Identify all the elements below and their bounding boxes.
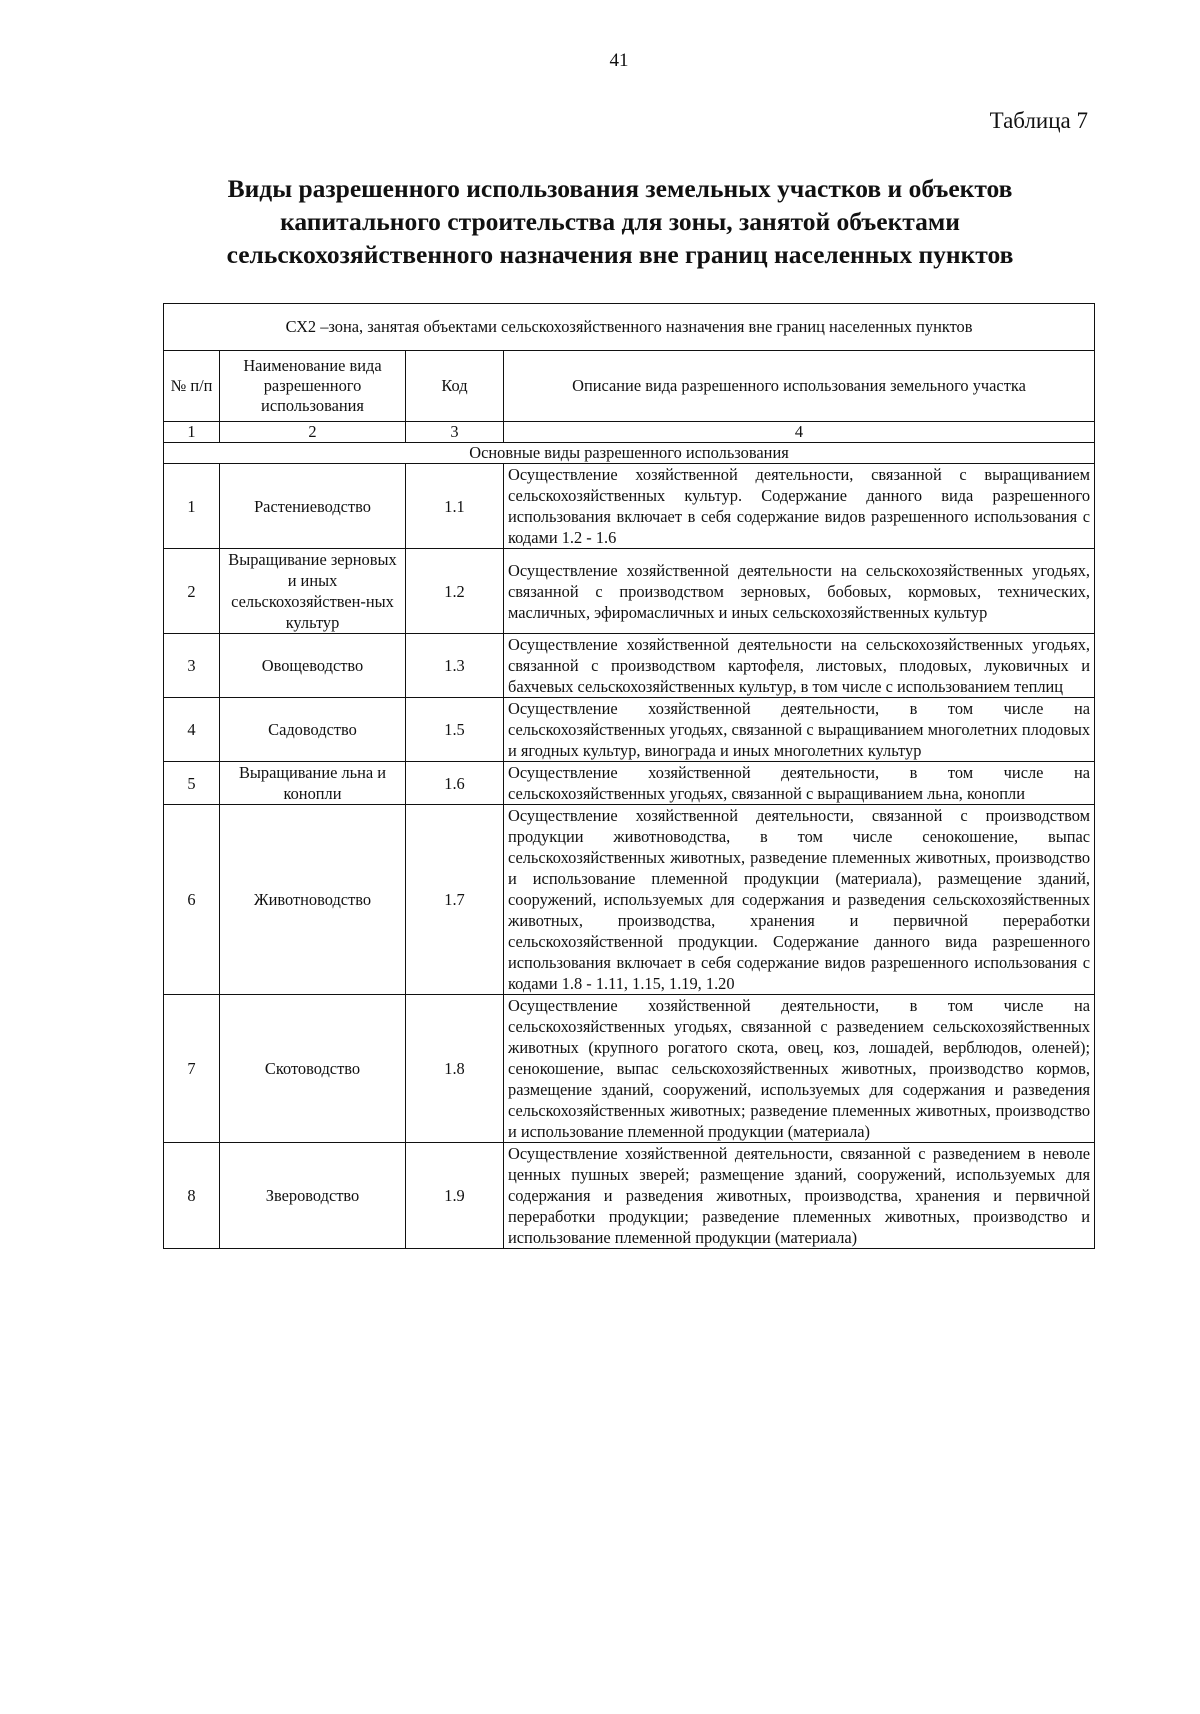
column-number: 2 bbox=[220, 422, 406, 443]
table-row bbox=[164, 1143, 1095, 1249]
row-desc: Осуществление хозяйственной деятельности, в том числе на сельскохозяйственных угодьях, связанной с разведением сельскохозяйственных животных (крупного рогатого скота, овец, коз, лошадей, верблюдов, оленей); сенокошение, выпас сельскохозяйственных животных, производство кормов, размещение зданий, сооружений, используемых для содержания и разведения сельскохозяйственных животных; разведение племенных животных, производство и использование племенной продукции (материала) bbox=[504, 995, 1095, 1143]
row-num: 8 bbox=[164, 1143, 220, 1249]
section-title: Основные виды разрешенного использования bbox=[164, 443, 1095, 464]
row-name: Скотоводство bbox=[220, 995, 406, 1143]
zone-header: СХ2 –зона, занятая объектами сельскохозяйственного назначения вне границ населенных пунктов bbox=[164, 304, 1095, 351]
column-number: 3 bbox=[406, 422, 504, 443]
row-code: 1.3 bbox=[406, 634, 504, 698]
row-num: 6 bbox=[164, 805, 220, 995]
table-row bbox=[164, 464, 1095, 549]
row-num: 3 bbox=[164, 634, 220, 698]
row-desc: Осуществление хозяйственной деятельности, связанной с выращиванием сельскохозяйственных культур. Содержание данного вида разрешенного использования включает в себя содержание видов разрешенного использования с кодами 1.2 - 1.6 bbox=[504, 464, 1095, 549]
table-row bbox=[164, 805, 1095, 995]
row-code: 1.2 bbox=[406, 549, 504, 634]
row-name: Выращивание льна и конопли bbox=[220, 762, 406, 805]
row-desc: Осуществление хозяйственной деятельности, связанной с разведением в неволе ценных пушных зверей; размещение зданий, сооружений, используемых для содержания и разведения животных, производства, хранения и первичной переработки продукции; разведение племенных животных, производство и использование племенной продукции (материала) bbox=[504, 1143, 1095, 1249]
row-name: Растениеводство bbox=[220, 464, 406, 549]
title-line: сельскохозяйственного назначения вне границ населенных пунктов bbox=[226, 240, 1014, 269]
table-row bbox=[164, 634, 1095, 698]
title-line: Виды разрешенного использования земельных участков и объектов bbox=[227, 174, 1013, 203]
row-code: 1.6 bbox=[406, 762, 504, 805]
column-number-row bbox=[164, 422, 1095, 443]
row-name: Животноводство bbox=[220, 805, 406, 995]
row-name: Звероводство bbox=[220, 1143, 406, 1249]
row-num: 1 bbox=[164, 464, 220, 549]
header-name: Наименование вида разрешенного использования bbox=[220, 351, 406, 422]
row-num: 7 bbox=[164, 995, 220, 1143]
row-code: 1.8 bbox=[406, 995, 504, 1143]
table-row bbox=[164, 995, 1095, 1143]
row-code: 1.1 bbox=[406, 464, 504, 549]
land-use-table bbox=[163, 303, 1095, 1249]
table-label: Таблица 7 bbox=[989, 108, 1088, 133]
header-desc: Описание вида разрешенного использования земельного участка bbox=[504, 351, 1095, 422]
column-number: 4 bbox=[504, 422, 1095, 443]
title-line: капитального строительства для зоны, занятой объектами bbox=[280, 207, 960, 236]
row-desc: Осуществление хозяйственной деятельности, в том числе на сельскохозяйственных угодьях, связанной с выращиванием льна, конопли bbox=[504, 762, 1095, 805]
page-number: 41 bbox=[609, 50, 629, 71]
zone-header-row bbox=[164, 304, 1095, 351]
row-desc: Осуществление хозяйственной деятельности на сельскохозяйственных угодьях, связанной с производством зерновых, бобовых, кормовых, технических, масличных, эфиромасличных и иных сельскохозяйственных культур bbox=[504, 549, 1095, 634]
row-code: 1.9 bbox=[406, 1143, 504, 1249]
row-num: 5 bbox=[164, 762, 220, 805]
row-desc: Осуществление хозяйственной деятельности, в том числе на сельскохозяйственных угодьях, связанной с выращиванием многолетних плодовых и ягодных культур, винограда и иных многолетних культур bbox=[504, 698, 1095, 762]
column-number: 1 bbox=[164, 422, 220, 443]
table-row bbox=[164, 698, 1095, 762]
row-name: Выращивание зерновых и иных сельскохозяйствен-ных культур bbox=[220, 549, 406, 634]
row-code: 1.7 bbox=[406, 805, 504, 995]
row-num: 4 bbox=[164, 698, 220, 762]
table-row bbox=[164, 549, 1095, 634]
row-code: 1.5 bbox=[406, 698, 504, 762]
row-name: Овощеводство bbox=[220, 634, 406, 698]
column-header-row bbox=[164, 351, 1095, 422]
row-num: 2 bbox=[164, 549, 220, 634]
row-name: Садоводство bbox=[220, 698, 406, 762]
section-row bbox=[164, 443, 1095, 464]
row-desc: Осуществление хозяйственной деятельности на сельскохозяйственных угодьях, связанной с производством картофеля, листовых, плодовых, луковичных и бахчевых сельскохозяйственных культур, в том числе с использованием теплиц bbox=[504, 634, 1095, 698]
header-num: № п/п bbox=[164, 351, 220, 422]
document-title bbox=[160, 172, 1080, 271]
header-code: Код bbox=[406, 351, 504, 422]
table-row bbox=[164, 762, 1095, 805]
row-desc: Осуществление хозяйственной деятельности, связанной с производством продукции животноводства, в том числе сенокошение, выпас сельскохозяйственных животных, разведение племенных животных, производство и использование племенной продукции (материала), размещение зданий, сооружений, используемых для содержания и разведения сельскохозяйственных животных, производства, хранения и первичной переработки сельскохозяйственной продукции. Содержание данного вида разрешенного использования включает в себя содержание видов разрешенного использования с кодами 1.8 - 1.11, 1.15, 1.19, 1.20 bbox=[504, 805, 1095, 995]
